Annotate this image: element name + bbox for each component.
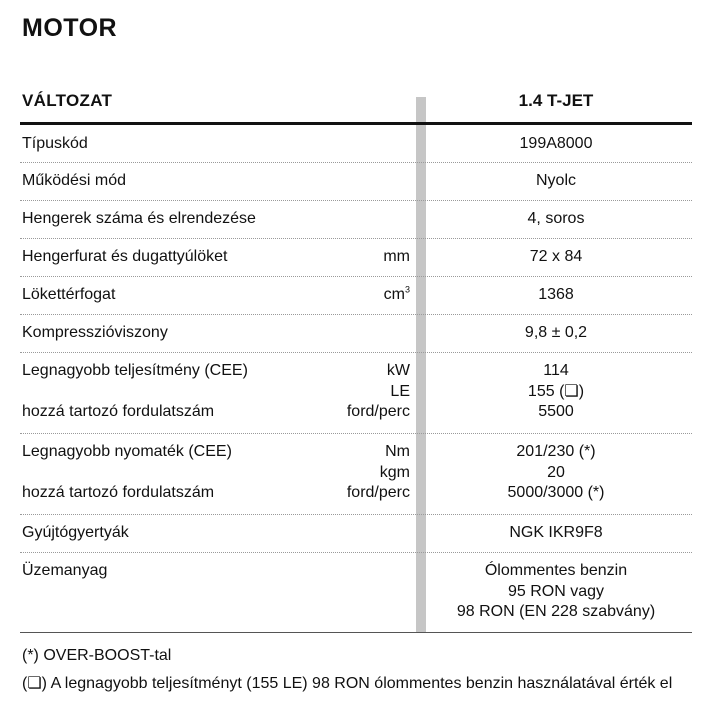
spec-unit: Nm — [385, 443, 410, 460]
spec-row — [20, 433, 692, 515]
spec-value: 155 (❏) — [527, 382, 585, 400]
header-variant-label: VÁLTOZAT — [22, 91, 113, 110]
spec-label: Üzemanyag — [22, 562, 108, 579]
spec-value: 114 — [543, 362, 569, 379]
spec-label: Kompresszióviszony — [22, 324, 168, 341]
footnote-overboost: (*) OVER-BOOST-tal — [22, 647, 172, 664]
spec-label: Hengerek száma és elrendezése — [22, 210, 256, 227]
spec-label: hozzá tartozó fordulatszám — [22, 403, 215, 420]
spec-value: 201/230 (*) — [516, 443, 596, 460]
spec-label: hozzá tartozó fordulatszám — [22, 484, 215, 501]
spec-row — [20, 238, 692, 277]
spec-unit: kgm — [379, 463, 410, 481]
spec-label: Legnagyobb teljesítmény (CEE) — [22, 362, 248, 379]
spec-value: NGK IKR9F8 — [509, 524, 603, 541]
spec-label: Legnagyobb nyomaték (CEE) — [22, 443, 232, 460]
spec-value: 72 x 84 — [529, 248, 583, 265]
spec-row — [20, 125, 692, 163]
spec-value: 5500 — [538, 403, 574, 420]
spec-unit: mm — [383, 248, 410, 265]
spec-row — [20, 276, 692, 315]
spec-row — [20, 352, 692, 434]
spec-row — [20, 200, 692, 239]
spec-label: Lökettérfogat — [22, 286, 116, 303]
spec-label: Hengerfurat és dugattyúlöket — [22, 248, 228, 265]
footnote-power: (❏) A legnagyobb teljesítményt (155 LE) 98 RON ólommentes benzin használatával érték el — [22, 675, 673, 692]
section-title: MOTOR — [22, 14, 118, 42]
spec-unit: $cm^3$ — [383, 284, 410, 303]
table-bottom-rule — [20, 632, 692, 633]
spec-unit: ford/perc — [346, 484, 410, 501]
spec-row — [20, 552, 692, 632]
spec-label: Működési mód — [22, 172, 127, 189]
spec-unit: kW — [386, 362, 410, 379]
spec-value: Nyolc — [535, 172, 576, 189]
spec-value: 1368 — [538, 286, 574, 303]
header-variant-value: 1.4 T-JET — [518, 91, 594, 110]
unit-superscript: 3 — [404, 284, 410, 295]
spec-value: 199A8000 — [519, 135, 593, 152]
spec-value: Ólommentes benzin — [484, 562, 628, 579]
spec-value: 4, soros — [527, 210, 585, 227]
spec-row — [20, 162, 692, 201]
spec-value: 98 RON (EN 228 szabvány) — [456, 603, 656, 620]
spec-row — [20, 314, 692, 353]
spec-value: 5000/3000 (*) — [507, 484, 605, 501]
spec-unit: LE — [390, 382, 410, 400]
spec-value: 20 — [547, 463, 565, 481]
spec-label: Gyújtógyertyák — [22, 524, 129, 541]
spec-unit: ford/perc — [346, 403, 410, 420]
spec-value: 95 RON vagy — [507, 582, 605, 600]
spec-value: 9,8 ± 0,2 — [524, 324, 588, 341]
spec-row — [20, 514, 692, 553]
spec-label: Típuskód — [22, 135, 88, 152]
